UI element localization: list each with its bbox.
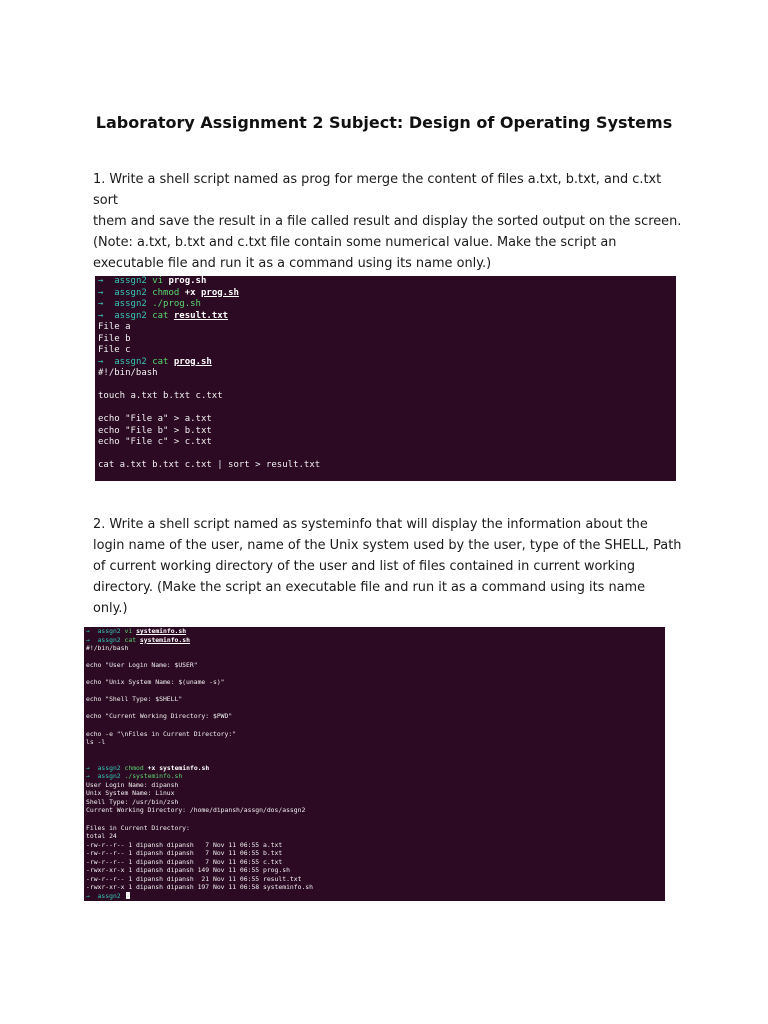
terminal-prompt-line: → assgn2 cat result.txt <box>98 310 229 321</box>
terminal-prompt-line: → assgn2 ./prog.sh <box>98 299 201 309</box>
prompt-arrow-icon: → <box>86 763 90 772</box>
terminal-output-line: Shell Type: /usr/bin/zsh <box>86 797 179 806</box>
script-line: echo "Shell Type: $SHELL" <box>86 695 183 704</box>
terminal-output-line: Current Working Directory: /home/dipansh/assgn/dos/assgn2 <box>86 806 306 815</box>
script-line: #!/bin/bash <box>98 368 158 378</box>
question-2-line: directory. (Make the script an executable file and run it as a command using its name <box>93 580 646 595</box>
terminal-output-line: File b <box>98 333 131 344</box>
question-1-line: executable file and run it as a command using its name only.) <box>93 256 492 271</box>
script-line <box>98 380 673 392</box>
terminal-prompt-line: → assgn2 ./systeminfo.sh <box>86 772 183 781</box>
terminal-output-line: Unix System Name: Linux <box>86 789 175 798</box>
script-line: cat a.txt b.txt c.txt | sort > result.txt <box>98 460 321 470</box>
question-1-line: them and save the result in a file called result and display the sorted output on the screen. <box>93 214 682 229</box>
prompt-arrow-icon: → <box>86 772 90 781</box>
terminal-output-line: File c <box>98 345 131 355</box>
question-2-line: of current working directory of the user and list of files contained in current working <box>93 559 636 574</box>
question-1-line: (Note: a.txt, b.txt and c.txt file contain some numerical value. Make the script an <box>93 235 617 250</box>
script-line <box>86 747 663 756</box>
script-line <box>98 403 673 415</box>
terminal-output-line: -rw-r--r-- 1 dipansh dipansh 7 Nov 11 06:55 a.txt <box>86 840 283 849</box>
terminal-output-line: Files in Current Directory: <box>86 823 190 832</box>
terminal-output-line: -rw-r--r-- 1 dipansh dipansh 7 Nov 11 06:55 c.txt <box>86 857 283 866</box>
script-line: echo "User Login Name: $USER" <box>86 661 198 670</box>
script-line <box>86 653 663 662</box>
question-2-line: only.) <box>93 601 128 616</box>
prompt-arrow-icon: → <box>98 356 104 367</box>
question-1-line: 1. Write a shell script named as prog for merge the content of files a.txt, b.txt, and c.txt sort <box>93 172 662 208</box>
script-line: echo "Unix System Name: $(uname -s)" <box>86 678 225 687</box>
script-line: echo "File b" > b.txt <box>98 425 212 436</box>
terminal-screenshot-2 <box>84 627 665 901</box>
terminal-prompt-line: → assgn2 cat prog.sh <box>98 356 212 367</box>
script-line <box>86 670 663 679</box>
question-2-line: 2. Write a shell script named as systeminfo that will display the information about the <box>93 517 648 532</box>
script-line: echo -e "\nFiles in Current Directory:" <box>86 729 237 738</box>
prompt-arrow-icon: → <box>86 891 90 900</box>
terminal-prompt-line: → assgn2 cat systeminfo.sh <box>86 635 190 644</box>
script-line: echo "Current Working Directory: $PWD" <box>86 712 233 721</box>
script-line: echo "File a" > a.txt <box>98 414 212 424</box>
question-2-line: login name of the user, name of the Unix system used by the user, type of the SHELL, Path <box>93 538 682 553</box>
prompt-arrow-icon: → <box>98 276 104 286</box>
script-line <box>86 687 663 696</box>
terminal-prompt-line: → assgn2 chmod +x systeminfo.sh <box>86 763 210 772</box>
terminal-prompt-line: → assgn2 vi prog.sh <box>98 276 207 286</box>
terminal-screenshot-1 <box>95 276 676 481</box>
script-line: echo "File c" > c.txt <box>98 437 212 447</box>
prompt-arrow-icon: → <box>98 299 104 309</box>
script-line: touch a.txt b.txt c.txt <box>98 391 223 401</box>
terminal-output-line: total 24 <box>86 832 117 841</box>
terminal-output-line: File a <box>98 322 131 332</box>
terminal-prompt-line: → assgn2 <box>86 892 663 901</box>
script-line: ls -l <box>86 738 106 747</box>
question-1 <box>93 169 683 274</box>
terminal-output-line: -rwxr-xr-x 1 dipansh dipansh 149 Nov 11 06:55 prog.sh <box>86 866 290 875</box>
terminal-output-line: User Login Name: dipansh <box>86 780 179 789</box>
script-line <box>86 721 663 730</box>
prompt-arrow-icon: → <box>98 310 104 321</box>
script-line <box>98 449 673 461</box>
question-2 <box>93 514 683 619</box>
terminal-prompt-line: → assgn2 chmod +x prog.sh <box>98 287 239 298</box>
script-line: #!/bin/bash <box>86 644 129 653</box>
page-title: Laboratory Assignment 2 Subject: Design of Operating Systems <box>95 113 673 132</box>
terminal-output-line <box>86 815 663 824</box>
terminal-output-line: -rw-r--r-- 1 dipansh dipansh 7 Nov 11 06:55 b.txt <box>86 849 283 858</box>
terminal-prompt-line: → assgn2 vi systeminfo.sh <box>86 627 187 635</box>
terminal-cursor <box>126 892 130 899</box>
script-line <box>86 755 663 764</box>
terminal-output-line: -rw-r--r-- 1 dipansh dipansh 21 Nov 11 06:55 result.txt <box>86 874 302 883</box>
prompt-arrow-icon: → <box>86 635 90 644</box>
prompt-arrow-icon: → <box>86 627 90 635</box>
prompt-arrow-icon: → <box>98 287 104 298</box>
script-line <box>86 704 663 713</box>
terminal-output-line: -rwxr-xr-x 1 dipansh dipansh 197 Nov 11 06:58 systeminfo.sh <box>86 883 314 892</box>
